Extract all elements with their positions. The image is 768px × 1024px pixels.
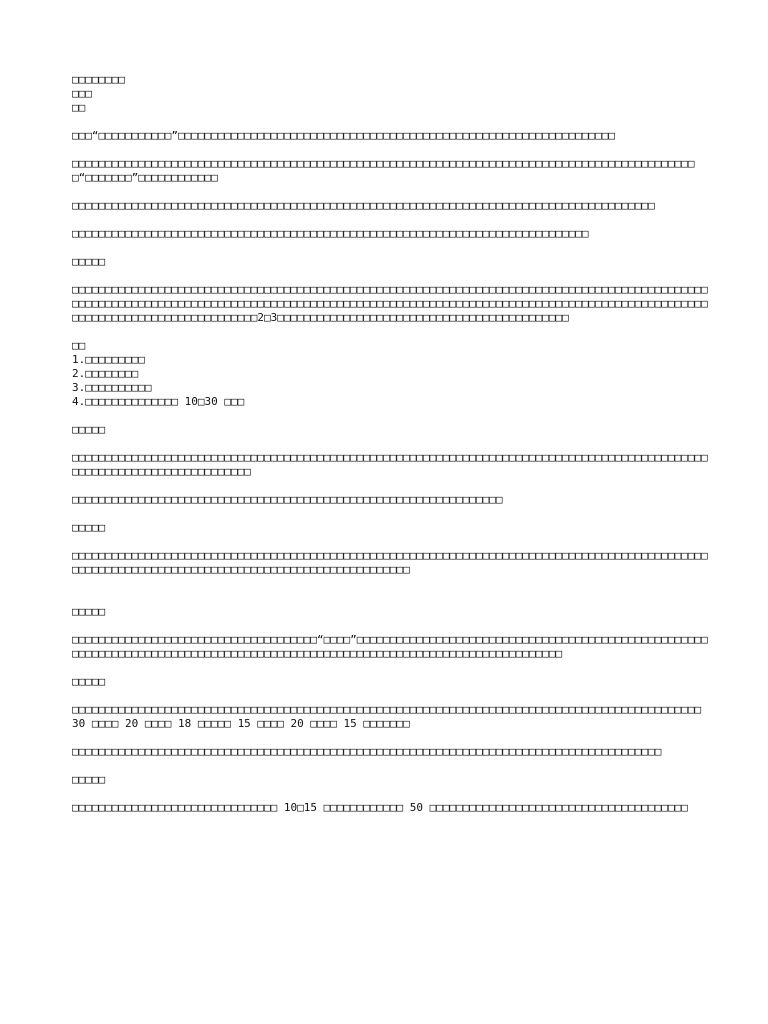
paragraph-10: □□□□□□□□□□□□□□□□□□□□□□□□□□□□□□□□□□□□□□□□□□□□□□□□□□□□□□□□□□□□□□□□□□□□□□□□□□□□□□□□□□□□□□□□□□□□□□□ 30 □□□□ 20 □□□□ 18 □□□□□ 15 □□□□ 20 □□□□ 15 □□□□□□□ [72, 703, 708, 730]
document-page [72, 73, 708, 829]
paragraph-5: □□□□□□□□□□□□□□□□□□□□□□□□□□□□□□□□□□□□□□□□□□□□□□□□□□□□□□□□□□□□□□□□□□□□□□□□□□□□□□□□□□□□□□□□□□□□□□□□□□□□□□□□□□□□□□□□□□□□□□□□□□□□□□□□□□□□□□□□□□□□□□□□□□□□□□□□□□□□□□□□□□□□□□□□□□□□□□□□□□□□□□□□□□□□□□□□□□□□□□□□□□□□□□□□□□□□□□□□□□□□2□3□□□□□□□□□□□□□□□□□□□□□□□□□□□□□□□□□□□□□□□□□□□□ [72, 283, 708, 324]
list-item: 3.□□□□□□□□□□ [72, 381, 152, 394]
list-item: 4.□□□□□□□□□□□□□□ 10□30 □□□ [72, 395, 245, 408]
list-title: □□ [72, 339, 86, 352]
paragraph-1: □□□“□□□□□□□□□□□”□□□□□□□□□□□□□□□□□□□□□□□□□□□□□□□□□□□□□□□□□□□□□□□□□□□□□□□□□□□□□□□□□□ [72, 129, 616, 142]
section-heading-3: □□□□□ [72, 521, 106, 534]
document-header [72, 73, 708, 115]
paragraph-2: □□□□□□□□□□□□□□□□□□□□□□□□□□□□□□□□□□□□□□□□□□□□□□□□□□□□□□□□□□□□□□□□□□□□□□□□□□□□□□□□□□□□□□□□□□□□□□□“□□□□□□□”□□□□□□□□□□□□ [72, 157, 695, 184]
header-line-3: □□ [72, 101, 86, 114]
paragraph-6: □□□□□□□□□□□□□□□□□□□□□□□□□□□□□□□□□□□□□□□□□□□□□□□□□□□□□□□□□□□□□□□□□□□□□□□□□□□□□□□□□□□□□□□□□□□□□□□□□□□□□□□□□□□□□□□□□□□□□□□□□□□ [72, 451, 708, 478]
paragraph-8: □□□□□□□□□□□□□□□□□□□□□□□□□□□□□□□□□□□□□□□□□□□□□□□□□□□□□□□□□□□□□□□□□□□□□□□□□□□□□□□□□□□□□□□□□□□□□□□□□□□□□□□□□□□□□□□□□□□□□□□□□□□□□□□□□□□□□□□□□□□□□□□□□□□ [72, 549, 708, 576]
section-heading-4: □□□□□ [72, 605, 106, 618]
section-heading-6: □□□□□ [72, 773, 106, 786]
list-item: 2.□□□□□□□□ [72, 367, 139, 380]
paragraph-4: □□□□□□□□□□□□□□□□□□□□□□□□□□□□□□□□□□□□□□□□□□□□□□□□□□□□□□□□□□□□□□□□□□□□□□□□□□□□□□ [72, 227, 589, 240]
header-line-1: □□□□□□□□ [72, 73, 125, 86]
section-heading-5: □□□□□ [72, 675, 106, 688]
header-line-2: □□□ [72, 87, 92, 100]
paragraph-9: □□□□□□□□□□□□□□□□□□□□□□□□□□□□□□□□□□□□□“□□□□”□□□□□□□□□□□□□□□□□□□□□□□□□□□□□□□□□□□□□□□□□□□□□□□□□□□□□□□□□□□□□□□□□□□□□□□□□□□□□□□□□□□□□□□□□□□□□□□□□□□□□□□□□□□□□□□□□□□□□□□□□□□□□□□ [72, 633, 708, 660]
list-item: 1.□□□□□□□□□ [72, 353, 145, 366]
paragraph-12: □□□□□□□□□□□□□□□□□□□□□□□□□□□□□□□ 10□15 □□□□□□□□□□□□ 50 □□□□□□□□□□□□□□□□□□□□□□□□□□□□□□□□□□□□□□□ [72, 801, 688, 814]
section-heading-1: □□□□□ [72, 255, 106, 268]
section-heading-2: □□□□□ [72, 423, 106, 436]
paragraph-11: □□□□□□□□□□□□□□□□□□□□□□□□□□□□□□□□□□□□□□□□□□□□□□□□□□□□□□□□□□□□□□□□□□□□□□□□□□□□□□□□□□□□□□□□□ [72, 745, 662, 758]
numbered-list [72, 339, 708, 409]
paragraph-7: □□□□□□□□□□□□□□□□□□□□□□□□□□□□□□□□□□□□□□□□□□□□□□□□□□□□□□□□□□□□□□□□□ [72, 493, 503, 506]
paragraph-3: □□□□□□□□□□□□□□□□□□□□□□□□□□□□□□□□□□□□□□□□□□□□□□□□□□□□□□□□□□□□□□□□□□□□□□□□□□□□□□□□□□□□□□□□ [72, 199, 655, 212]
